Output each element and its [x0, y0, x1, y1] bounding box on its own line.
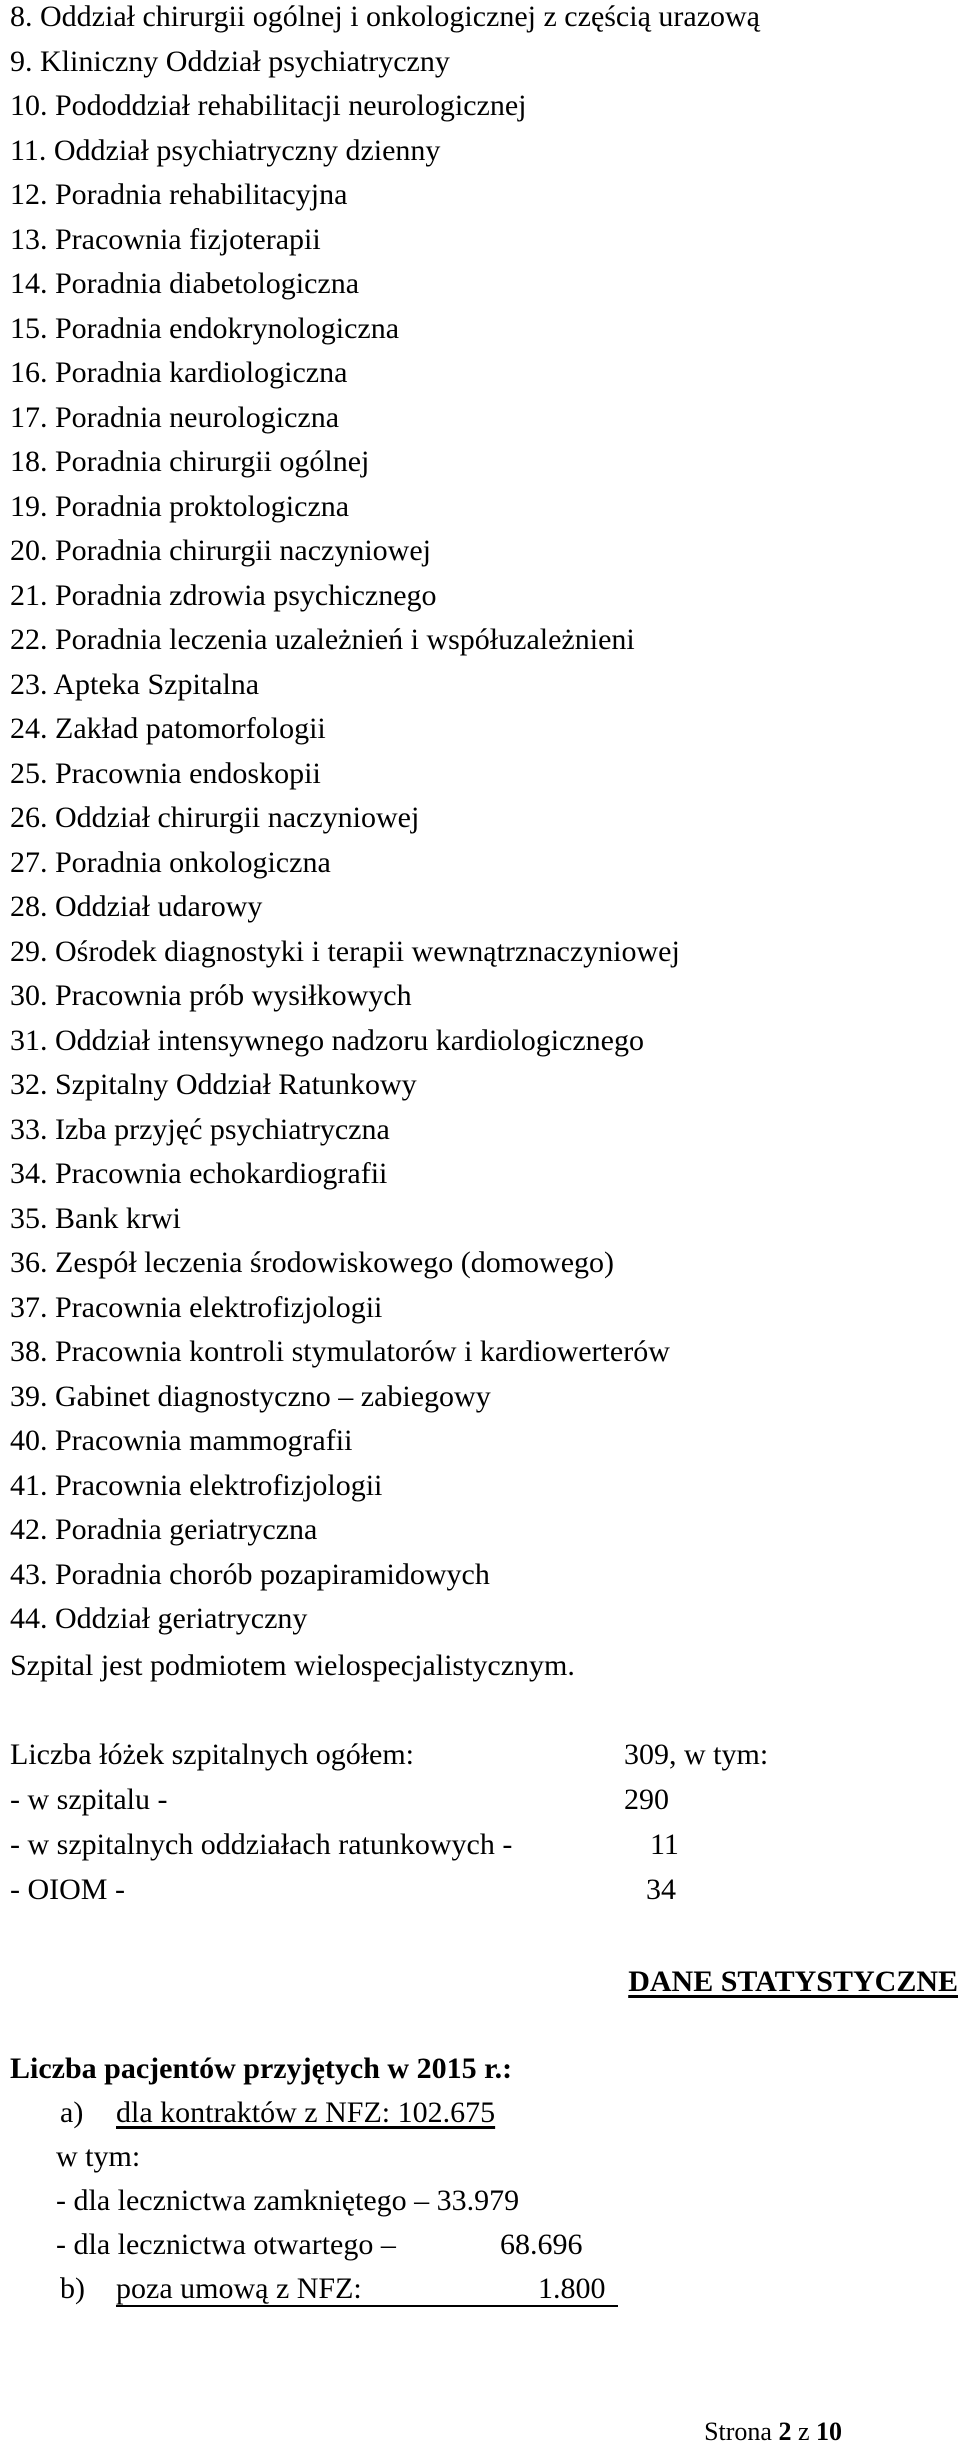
- list-item-number: 35.: [10, 1201, 48, 1235]
- list-item-label: Poradnia rehabilitacyjna: [55, 178, 348, 211]
- list-item: [10, 841, 760, 886]
- list-item-number: 29.: [10, 934, 48, 968]
- list-item-label: Poradnia diabetologiczna: [55, 267, 360, 300]
- list-item-label: Zespół leczenia środowiskowego (domowego): [55, 1246, 615, 1279]
- list-item-number: 25.: [10, 756, 48, 790]
- list-item-label: Ośrodek diagnostyki i terapii wewnątrznaczyniowej: [55, 934, 680, 968]
- footer-prefix: Strona: [704, 2417, 772, 2446]
- page-footer: [704, 2416, 842, 2448]
- list-item-label: Poradnia zdrowia psychicznego: [55, 578, 437, 612]
- patients-b-text: poza umową z NFZ:: [116, 2272, 362, 2305]
- patients-b-value: 1.800: [538, 2272, 606, 2305]
- list-item: [10, 1063, 760, 1108]
- list-item-number: 36.: [10, 1246, 48, 1279]
- list-item-label: Oddział chirurgii naczyniowej: [55, 801, 420, 834]
- beds-hospital-value: 290: [624, 1783, 669, 1816]
- list-item-number: 40.: [10, 1424, 48, 1457]
- list-item-label: Oddział intensywnego nadzoru kardiologicznego: [55, 1023, 644, 1057]
- list-item-number: 22.: [10, 623, 48, 656]
- list-item-label: Oddział psychiatryczny dzienny: [53, 133, 441, 167]
- list-item-label: Poradnia geriatryczna: [55, 1513, 318, 1546]
- list-item: [10, 1464, 760, 1509]
- list-item-number: 13.: [10, 222, 48, 256]
- list-item-label: Oddział geriatryczny: [55, 1602, 308, 1635]
- list-item-number: 15.: [10, 311, 48, 345]
- patients-wtym: w tym:: [56, 2140, 141, 2173]
- list-item-number: 30.: [10, 979, 48, 1012]
- list-item-label: Pracownia echokardiografii: [55, 1157, 388, 1190]
- list-item-number: 23.: [10, 667, 48, 701]
- list-item-label: Poradnia chirurgii naczyniowej: [55, 534, 431, 567]
- department-list: [10, 0, 760, 1642]
- list-item: [10, 796, 760, 841]
- list-item-label: Pracownia mammografii: [55, 1424, 353, 1457]
- list-item-label: Oddział chirurgii ogólnej i onkologicznej z częścią urazową: [40, 0, 760, 33]
- list-item-number: 34.: [10, 1157, 48, 1190]
- list-item: [10, 529, 760, 574]
- list-item: [10, 1197, 760, 1242]
- list-item-label: Poradnia chirurgii ogólnej: [55, 445, 370, 478]
- list-item-number: 8.: [10, 0, 33, 33]
- list-item: [10, 1286, 760, 1331]
- list-item-number: 39.: [10, 1379, 48, 1413]
- list-item-label: Pracownia kontroli stymulatorów i kardiowerterów: [55, 1335, 670, 1368]
- list-item: [10, 930, 760, 975]
- footer-current-page: 2: [778, 2417, 792, 2446]
- list-item: [10, 262, 760, 307]
- list-item-label: Izba przyjęć psychiatryczna: [55, 1112, 390, 1146]
- list-item-label: Poradnia neurologiczna: [55, 400, 340, 434]
- list-item: [10, 0, 760, 40]
- list-item-label: Gabinet diagnostyczno – zabiegowy: [55, 1379, 491, 1413]
- beds-emergency-label: - w szpitalnych oddziałach ratunkowych -: [10, 1828, 513, 1861]
- list-item-number: 19.: [10, 489, 48, 523]
- beds-oiom-value: 34: [646, 1873, 676, 1906]
- patients-open-care: - dla lecznictwa otwartego –: [56, 2228, 396, 2261]
- list-item: [10, 1419, 760, 1464]
- patients-b-underline: [116, 2305, 618, 2307]
- list-item: [10, 707, 760, 752]
- list-item-label: Oddział udarowy: [55, 890, 263, 923]
- list-item-number: 37.: [10, 1290, 48, 1324]
- list-item-label: Pracownia fizjoterapii: [55, 222, 321, 256]
- list-item: [10, 974, 760, 1019]
- list-item-label: Pododdział rehabilitacji neurologicznej: [55, 89, 527, 122]
- list-item-number: 9.: [10, 44, 33, 78]
- list-item-number: 20.: [10, 534, 48, 567]
- list-item: [10, 173, 760, 218]
- footer-middle: z: [797, 2417, 810, 2446]
- list-item-label: Poradnia onkologiczna: [55, 845, 331, 879]
- list-item-number: 17.: [10, 400, 48, 434]
- list-item: [10, 618, 760, 663]
- list-item: [10, 1108, 760, 1153]
- patients-closed-care: - dla lecznictwa zamkniętego – 33.979: [56, 2184, 520, 2217]
- list-item-number: 16.: [10, 356, 48, 389]
- patients-a-marker: a): [60, 2096, 84, 2129]
- statistics-heading: DANE STATYSTYCZNE: [628, 1965, 958, 1998]
- summary-text: Szpital jest podmiotem wielospecjalistycznym.: [10, 1649, 575, 1682]
- list-item-label: Kliniczny Oddział psychiatryczny: [40, 44, 450, 78]
- list-item-number: 10.: [10, 89, 48, 122]
- list-item-label: Szpitalny Oddział Ratunkowy: [55, 1068, 417, 1101]
- footer-total-pages: 10: [816, 2417, 842, 2446]
- beds-total-label: Liczba łóżek szpitalnych ogółem:: [10, 1738, 415, 1771]
- beds-oiom-label: - OIOM -: [10, 1873, 125, 1906]
- list-item-label: Poradnia chorób pozapiramidowych: [55, 1557, 490, 1591]
- patients-a-text: dla kontraktów z NFZ: 102.675: [116, 2096, 496, 2129]
- list-item-number: 31.: [10, 1023, 48, 1057]
- list-item-number: 44.: [10, 1602, 48, 1635]
- list-item-number: 43.: [10, 1557, 48, 1591]
- list-item: [10, 1508, 760, 1553]
- beds-total-value: 309, w tym:: [624, 1738, 769, 1771]
- patients-heading: Liczba pacjentów przyjętych w 2015 r.:: [10, 2052, 513, 2085]
- list-item: [10, 1553, 760, 1598]
- list-item-label: Poradnia proktologiczna: [55, 489, 350, 523]
- list-item: [10, 574, 760, 619]
- list-item-number: 42.: [10, 1513, 48, 1546]
- list-item-label: Pracownia elektrofizjologii: [55, 1290, 383, 1324]
- list-item-label: Poradnia leczenia uzależnień i współuzależnieni: [55, 623, 635, 656]
- list-item-number: 12.: [10, 178, 48, 211]
- list-item: [10, 84, 760, 129]
- list-item-number: 11.: [10, 133, 47, 167]
- list-item-number: 14.: [10, 267, 48, 300]
- list-item-number: 27.: [10, 845, 48, 879]
- list-item: [10, 885, 760, 930]
- list-item-number: 33.: [10, 1112, 48, 1146]
- beds-emergency-value: 11: [650, 1828, 679, 1861]
- list-item: [10, 1330, 760, 1375]
- list-item: [10, 218, 760, 263]
- patients-b-marker: b): [60, 2272, 85, 2305]
- list-item: [10, 1152, 760, 1197]
- list-item-label: Pracownia endoskopii: [55, 756, 321, 790]
- list-item-label: Pracownia prób wysiłkowych: [55, 979, 412, 1012]
- list-item-label: Apteka Szpitalna: [53, 667, 260, 701]
- list-item: [10, 396, 760, 441]
- list-item: [10, 307, 760, 352]
- list-item-number: 28.: [10, 890, 48, 923]
- list-item: [10, 1375, 760, 1420]
- list-item: [10, 1241, 760, 1286]
- list-item-number: 41.: [10, 1468, 48, 1502]
- list-item: [10, 40, 760, 85]
- list-item-number: 21.: [10, 578, 48, 612]
- list-item: [10, 1597, 760, 1642]
- list-item-label: Bank krwi: [55, 1201, 181, 1235]
- list-item: [10, 752, 760, 797]
- list-item: [10, 351, 760, 396]
- list-item-label: Poradnia kardiologiczna: [55, 356, 348, 389]
- list-item-number: 32.: [10, 1068, 48, 1101]
- list-item-label: Poradnia endokrynologiczna: [55, 311, 400, 345]
- beds-hospital-label: - w szpitalu -: [10, 1783, 168, 1816]
- list-item-number: 18.: [10, 445, 48, 478]
- list-item-number: 24.: [10, 712, 48, 745]
- list-item: [10, 663, 760, 708]
- list-item-label: Zakład patomorfologii: [55, 712, 326, 745]
- list-item-label: Pracownia elektrofizjologii: [55, 1468, 383, 1502]
- list-item: [10, 485, 760, 530]
- list-item-number: 38.: [10, 1335, 48, 1368]
- list-item: [10, 440, 760, 485]
- patients-open-care-value: 68.696: [500, 2228, 583, 2261]
- list-item: [10, 1019, 760, 1064]
- list-item-number: 26.: [10, 801, 48, 834]
- list-item: [10, 129, 760, 174]
